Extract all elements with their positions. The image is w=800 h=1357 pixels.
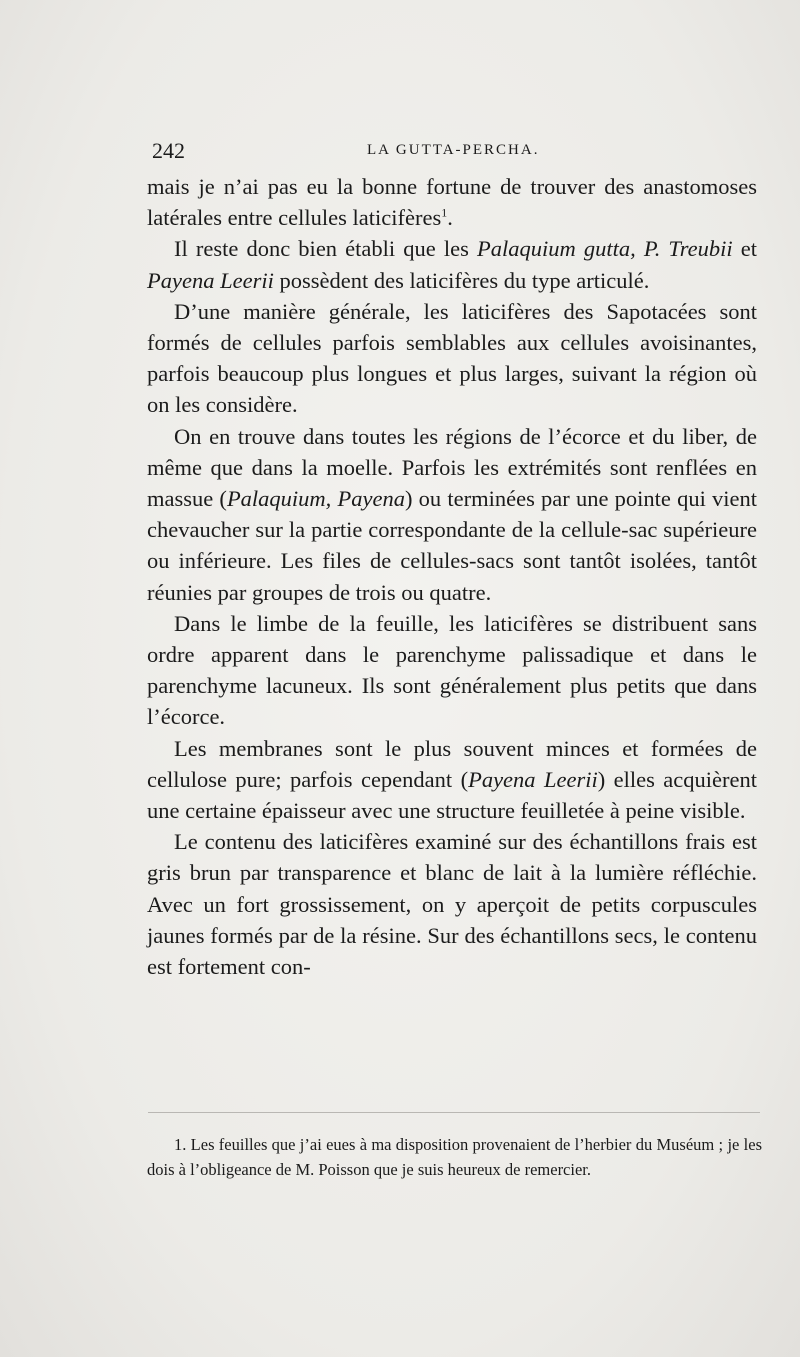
- taxon-name: Payena Leerii: [468, 766, 598, 792]
- paragraph: mais je n’ai pas eu la bonne fortune de trouver des anastomoses latérales entre cellules laticifères$^1$.: [147, 174, 757, 231]
- body-text: [147, 171, 757, 982]
- paragraph: Les membranes sont le plus souvent minces et formées de cellulose pure; parfois cependant (Payena Leerii) elles acquièrent une certaine épaisseur avec une structure feuilletée à peine visible.: [147, 735, 757, 824]
- taxon-name: Palaquium, Payena: [226, 486, 405, 512]
- taxon-name: Palaquium gutta, P. Treubii: [476, 236, 733, 262]
- page-number: 242: [152, 138, 185, 163]
- footnote: 1. Les feuilles que j’ai eues à ma disposition provenaient de l’herbier du Muséum ; je les dois à l’obligeance de M. Poisson que je suis heureux de remercier.: [147, 1135, 762, 1179]
- page-header: [147, 138, 757, 168]
- footnote-reference[interactable]: 1: [441, 205, 448, 220]
- running-title: LA GUTTA-PERCHA.: [367, 142, 540, 158]
- paragraph: Dans le limbe de la feuille, les laticifères se distribuent sans ordre apparent dans le parenchyme palissadique et dans le parenchyme lacuneux. Ils sont généralement plus petits que dans l’écorce.: [147, 610, 757, 730]
- paragraph: Il reste donc bien établi que les Palaquium gutta, P. Treubii et Payena Leerii possèdent des laticifères du type articulé.: [147, 236, 757, 293]
- paragraph: Le contenu des laticifères examiné sur des échantillons frais est gris brun par transparence et blanc de lait à la lumière réfléchie. Avec un fort grossissement, on y aperçoit de petits corpuscules jaunes formés par de la résine. Sur des échantillons secs, le contenu est fortement con-: [147, 829, 757, 980]
- paragraph: On en trouve dans toutes les régions de l’écorce et du liber, de même que dans la moelle. Parfois les extrémités sont renflées en massue (Palaquium, Payena) ou terminées par une pointe qui vient chevaucher sur la partie correspondante de la cellule-sac supérieure ou inférieure. Les files de cellules-sacs sont tantôt isolées, tantôt réunies par groupes de trois ou quatre.: [147, 423, 758, 605]
- paragraph: D’une manière générale, les laticifères des Sapotacées sont formés de cellules parfois semblables aux cellules avoisinantes, parfois beaucoup plus longues et plus larges, suivant la région où on les considère.: [147, 298, 757, 418]
- footnote-divider: [148, 1112, 760, 1113]
- taxon-name: Payena Leerii: [147, 267, 274, 293]
- footnotes: [147, 1133, 762, 1182]
